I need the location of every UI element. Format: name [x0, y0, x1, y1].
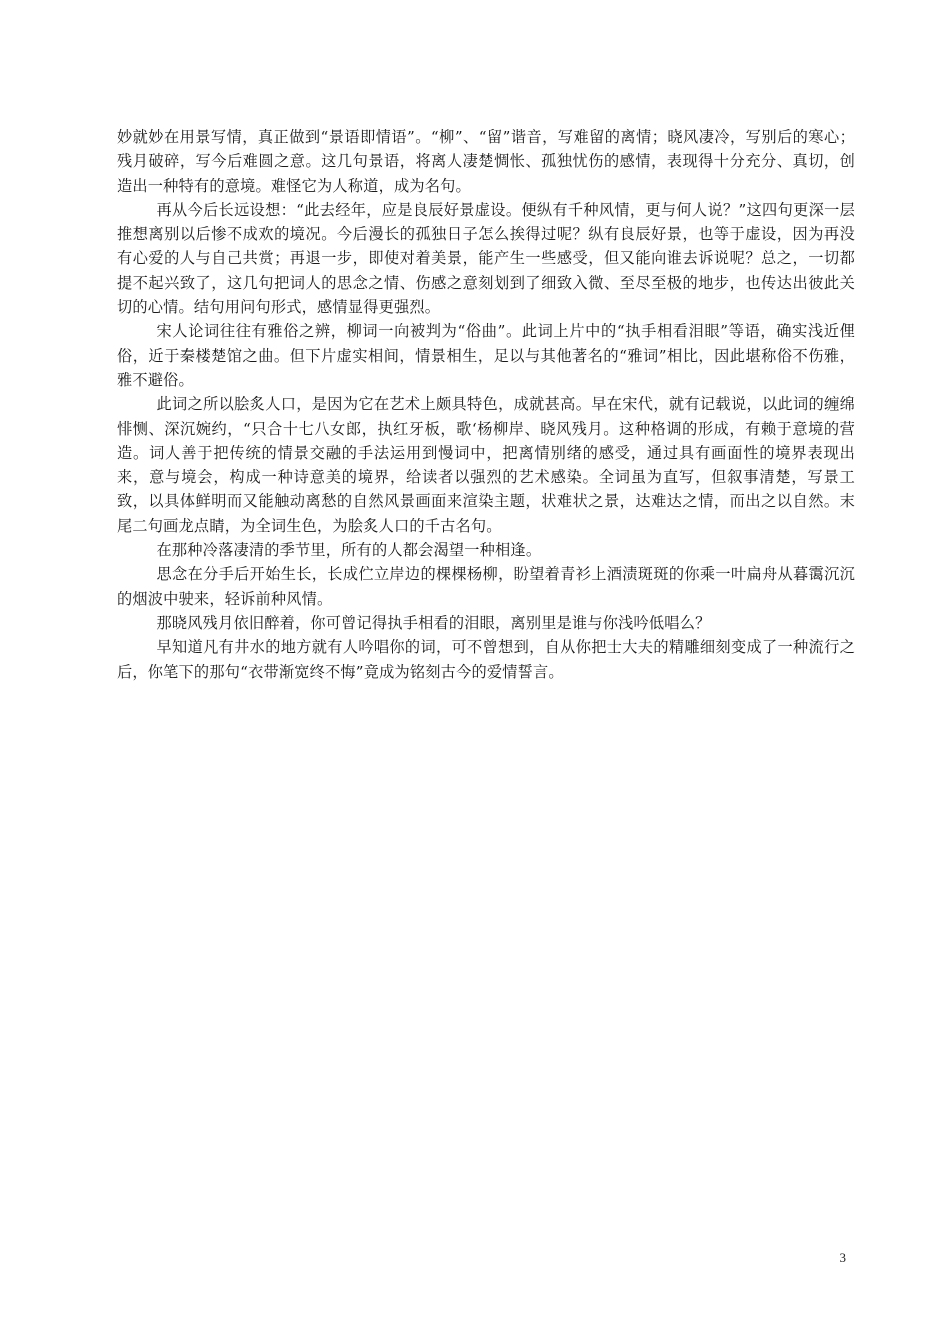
- page-number: 3: [839, 1250, 846, 1265]
- paragraph-5: 在那种冷落凄清的季节里，所有的人都会渴望一种相逢。: [156, 541, 542, 560]
- paragraph-2: 再从今后长远设想：“此去经年，应是良辰好景虚设。便纵有千种风情，更与何人说？”这四句更深一层推想离别以后惨不成欢的境况。今后漫长的孤独日子怎么挨得过呢？纵有良辰好景，也等于虚设，因为再没有心爱的人与自己共赏；再退一步，即使对着美景，能产生一些感受，但又能向谁去诉说呢？总之，一切都提不起兴致了，这几句把词人的思念之情、伤感之意刻划到了细致入微、至尽至极的地步，也传达出彼此关切的心情。结句用问句形式，感情显得更强烈。: [117, 200, 855, 317]
- paragraph-8: 早知道凡有井水的地方就有人吟唱你的词，可不曾想到，自从你把士大夫的精雕细刻变成了一种流行之后，你笔下的那句“衣带渐宽终不悔”竟成为铭刻古今的爱情誓言。: [117, 638, 855, 681]
- document-body: [117, 125, 855, 684]
- paragraph-6: 思念在分手后开始生长，长成伫立岸边的棵棵杨柳，盼望着青衫上酒渍斑斑的你乘一叶扁舟从暮霭沉沉的烟波中驶来，轻诉前种风情。: [117, 565, 855, 608]
- paragraph-4: 此词之所以脍炙人口，是因为它在艺术上颇具特色，成就甚高。早在宋代，就有记载说，以此词的缠绵悱恻、深沉婉约，“只合十七八女郎，执红牙板，歌‘杨柳岸、晓风残月。这种格调的形成，有赖于意境的营造。词人善于把传统的情景交融的手法运用到慢词中，把离情别绪的感受，通过具有画面性的境界表现出来，意与境会，构成一种诗意美的境界，给读者以强烈的艺术感染。全词虽为直写，但叙事清楚，写景工致，以具体鲜明而又能触动离愁的自然风景画面来渲染主题，状难状之景，达难达之情，而出之以自然。末尾二句画龙点睛，为全词生色，为脍炙人口的千古名句。: [117, 395, 855, 535]
- paragraph-3: 宋人论词往往有雅俗之辨，柳词一向被判为“俗曲”。此词上片中的“执手相看泪眼”等语，确实浅近俚俗，近于秦楼楚馆之曲。但下片虚实相间，情景相生，足以与其他著名的“雅词”相比，因此堪称俗不伤雅，雅不避俗。: [117, 322, 855, 389]
- paragraph-7: 那晓风残月依旧醉着，你可曾记得执手相看的泪眼，离别里是谁与你浅吟低唱么？: [156, 613, 711, 632]
- paragraph-1: 妙就妙在用景写情，真正做到“景语即情语”。“柳”、“留”谐音，写难留的离情；晓风凄冷，写别后的寒心；残月破碎，写今后难圆之意。这几句景语，将离人凄楚惆怅、孤独忧伤的感情，表现得十分充分、真切，创造出一种特有的意境。难怪它为人称道，成为名句。: [117, 128, 855, 195]
